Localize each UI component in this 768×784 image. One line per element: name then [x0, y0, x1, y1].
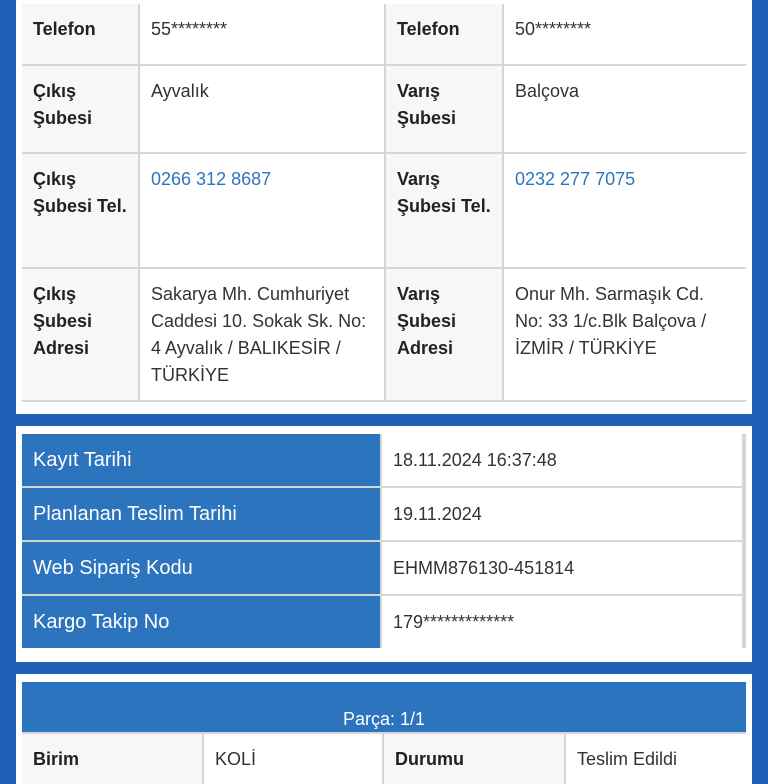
shipment-info-panel — [16, 426, 752, 662]
destination-branch-label: Varış Şubesi — [386, 66, 502, 152]
origin-branch-address-value: Sakarya Mh. Cumhuriyet Caddesi 10. Sokak Sk. No: 4 Ayvalık / BALIKESİR / TÜRKİYE — [140, 269, 384, 400]
destination-branch-address-value: Onur Mh. Sarmaşık Cd. No: 33 1/c.Blk Balçova / İZMİR / TÜRKİYE — [504, 269, 748, 400]
status-value: Teslim Edildi — [566, 734, 746, 784]
registration-date-label: Kayıt Tarihi — [22, 434, 380, 486]
registration-date-value: 18.11.2024 16:37:48 — [382, 434, 742, 486]
parts-header: Parça: 1/1 — [22, 682, 746, 732]
web-order-code-value: EHMM876130-451814 — [382, 542, 742, 594]
destination-branch-value: Balçova — [504, 66, 748, 152]
receiver-phone-value: 50******** — [504, 4, 748, 64]
status-label: Durumu — [384, 734, 564, 784]
tracking-number-label: Kargo Takip No — [22, 596, 380, 648]
origin-branch-phone-link[interactable]: 0266 312 8687 — [140, 154, 384, 267]
receiver-phone-label: Telefon — [386, 4, 502, 64]
origin-branch-address-label: Çıkış Şubesi Adresi — [22, 269, 138, 400]
parts-table — [22, 682, 746, 784]
origin-branch-phone-label: Çıkış Şubesi Tel. — [22, 154, 138, 267]
tracking-number-value: 179************* — [382, 596, 742, 648]
branch-contact-table — [22, 4, 746, 402]
destination-branch-phone-label: Varış Şubesi Tel. — [386, 154, 502, 267]
unit-value: KOLİ — [204, 734, 382, 784]
destination-branch-phone-link[interactable]: 0232 277 7075 — [504, 154, 748, 267]
unit-label: Birim — [22, 734, 202, 784]
branch-contact-panel — [16, 0, 752, 414]
origin-branch-value: Ayvalık — [140, 66, 384, 152]
web-order-code-label: Web Sipariş Kodu — [22, 542, 380, 594]
planned-delivery-date-label: Planlanan Teslim Tarihi — [22, 488, 380, 540]
planned-delivery-date-value: 19.11.2024 — [382, 488, 742, 540]
sender-phone-value: 55******** — [140, 4, 384, 64]
destination-branch-address-label: Varış Şubesi Adresi — [386, 269, 502, 400]
origin-branch-label: Çıkış Şubesi — [22, 66, 138, 152]
sender-phone-label: Telefon — [22, 4, 138, 64]
shipment-info-table — [22, 434, 746, 648]
